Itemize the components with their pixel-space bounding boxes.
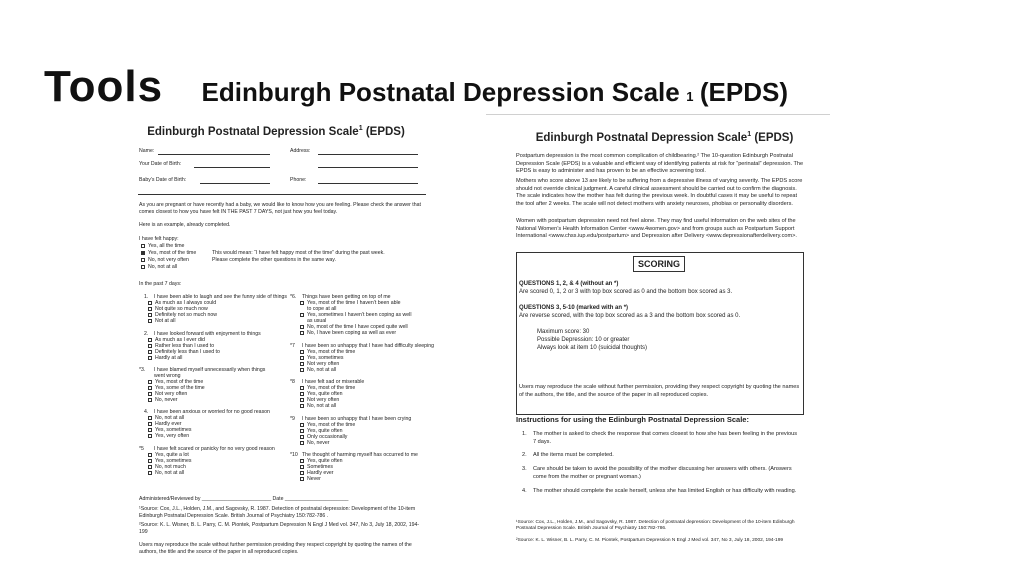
answer-option[interactable]: Hardly at all (148, 355, 182, 362)
answer-option[interactable]: Hardly ever (148, 421, 182, 428)
answer-option[interactable]: Yes, most of the time (300, 385, 355, 392)
answer-option[interactable]: Yes, most of the time (300, 422, 355, 429)
title-sub: Edinburgh Postnatal Depression Scale (201, 77, 680, 107)
right-footnote-2: ²Source: K. L. Wisner, B. L. Parry, C. M. Piontek, Postpartum Depression N Engl J Med vol. 347, No 3, July 18, 2002, 194-199 (516, 538, 784, 543)
reproduce-note: Users may reproduce the scale without further permission, providing they respect copyright by quoting the names of the authors, the title, and the source of the paper in all reproduced copies. (519, 384, 800, 398)
answer-option[interactable]: No, I have been coping as well as ever (300, 330, 396, 337)
title-footnote: 1 (686, 89, 694, 104)
right-doc-title: Edinburgh Postnatal Depression Scale$^1$ (EPDS) (535, 131, 794, 144)
scoring-box (516, 252, 804, 415)
answer-option[interactable]: Sometimes (300, 464, 333, 471)
score-paragraph: Mothers who score above 13 are likely to be suffering from a depressive illness of varying severity. The EPDS score should not override clinical judgment. A careful clinical assessment should be carried out to confirm the diagnosis. The scale indicates how the mother has felt during the previous week. In doubtful cases it may be useful to repeat the tool after 2 weeks. The scale will not detect mothers with anxiety neuroses, phobias or personality disorders. (516, 178, 803, 207)
q3-text: Are reverse scored, with the top box scored as a 3 and the bottom box scored as 0. (519, 313, 741, 319)
answer-option[interactable]: Not very often (300, 361, 339, 368)
answer-option[interactable]: No, not at all (300, 403, 336, 410)
answer-option[interactable]: Not very often (300, 397, 339, 404)
permission-note: Users may reproduce the scale without further permission providing they respect copyright by quoting the names of the authors, the title and the source of the paper in all reproduced copies. (139, 542, 412, 556)
answer-option[interactable]: Only occasionally (300, 434, 347, 441)
answer-option[interactable]: No, not at all (300, 367, 336, 374)
phone-label: Phone: (290, 177, 307, 183)
answer-option[interactable]: Yes, most of the time I haven’t been able (300, 300, 401, 307)
resources-paragraph: Women with postpartum depression need not feel alone. They may find useful information on the web sites of the National Women’s Health Information Center <www.4women.gov> and from groups such as Postpartum Support International <www.chss.iup.edu/postpartum> and Depression after Delivery <www.depressionafterdelivery.com>. (516, 218, 797, 240)
checked-box-icon (141, 251, 145, 255)
answer-option[interactable]: Yes, quite often (300, 391, 343, 398)
footnote-2: ²Source: K. L. Wisner, B. L. Parry, C. M. Piontek, Postpartum Depression N Engl J Med vol. 347, No 3, July 18, 2002, 194-199 (139, 522, 420, 536)
answer-option[interactable]: Yes, sometimes (300, 355, 343, 362)
answer-option[interactable]: Definitely not so much now (148, 312, 217, 319)
answer-option[interactable]: Yes, sometimes (148, 427, 191, 434)
epds-scoring-page: Edinburgh Postnatal Depression Scale$^1$ (EPDS) Postpartum depression is the most common complication of childbearing.² The 10-question Edinburgh Postnatal Depression Scale (EPDS) is a valuable and efficient way of identifying patients at risk for “perinatal” depression. The EPDS is easy to administer and has proven to be an effective screening tool. Mothers who score above 13 are likely to be suffering from a depressive illness of varying severity. The EPDS score should not override clinical judgment. A careful clinical assessment should be carried out to confirm the diagnosis. The scale indicates how the mother has felt during the previous week. In doubtful cases it may be useful to repeat the tool after 2 weeks. The scale will not detect mothers with anxiety neuroses, phobias or personality disorders. Women with postpartum depression need not feel alone. They may find useful information on the web sites of the National Women’s Health Information Center <www.4women.gov> and from groups such as Postpartum Support International <www.chss.iup.edu/postpartum> and Depression after Delivery <www.depressionafterdelivery.com>. SCORING QUESTIONS 1, 2, & 4 (without an *) Are scored 0, 1, 2 or 3 with top box scored as 0 and the bottom box scored as 3. QUESTIONS 3, 5-10 (marked with an *) Are reverse scored, with the top box scored as a 3 and the bottom box scored as 0. Maximum score: 30 Possible Depression: 10 or greater Always look at item 10 (suicidal thoughts) Users may reproduce the scale without further permission, providing they respect copyright by quoting the names of the authors, the title, and the source of the paper in all reproduced copies. Instructions for using the Edinburgh Postnatal Depression Scale: 1. The mother is asked to check the response that comes closest to how she has been feeling in the previous 7 days. 2. All the items must be completed. 3. Care should be taken to avoid the possibility of the mother discussing her answers with others. (Answers come from the mother or pregnant woman.) 4. The mother should complete the scale herself, unless she has limited English or has difficulty with reading. ¹Source: Cox, J.L., Holden, J.M., and Sagovsky, R. 1987. Detection of postnatal depression: Development of the 10-item Edinburgh Postnatal Depression Scale. British Journal of Psychiatry 150:782-786. ²Source: K. L. Wisner, B. L. Parry, C. M. Piontek, Postpartum Depression N Engl J Med vol. 347, No 3, July 18, 2002, 194-199 (512, 118, 817, 570)
answer-option[interactable]: Yes, quite a lot (148, 452, 189, 459)
intro-paragraph: Postpartum depression is the most common complication of childbearing.² The 10-question Edinburgh Postnatal Depression Scale (EPDS) is a valuable and efficient way of identifying patients at risk for “perinatal” depression. The EPDS is easy to administer and has proven to be an effective screening tool. (516, 153, 804, 175)
answer-option[interactable]: No, not at all (148, 470, 184, 477)
example-intro: Here is an example, already completed. (139, 222, 231, 228)
intro-text: As you are pregnant or have recently had a baby, we would like to know how you are feeling. Please check the answer that comes closest to how you have felt IN THE PAST 7 DAYS, not just how you feel today. (139, 202, 421, 216)
answer-option[interactable]: No, not at all (148, 415, 184, 422)
answer-option[interactable]: No, not much (148, 464, 186, 471)
answer-option[interactable]: Rather less than I used to (148, 343, 214, 350)
answer-option[interactable]: Yes, quite often (300, 428, 343, 435)
q3-heading: QUESTIONS 3, 5-10 (marked with an *) (519, 305, 629, 311)
right-footnote-1: ¹Source: Cox, J.L., Holden, J.M., and Sagovsky, R. 1987. Detection of postnatal depression: Development of the 10-item Edinburgh Postnatal Depression Scale. British Journal of Psychiatry 150:782-786. (516, 520, 795, 532)
answer-option[interactable]: Hardly ever (300, 470, 334, 477)
answer-option[interactable]: No, most of the time I have coped quite well (300, 324, 408, 331)
answer-option[interactable]: Yes, quite often (300, 458, 343, 465)
example-option: Yes, most of the time (141, 250, 196, 257)
answer-option[interactable]: Definitely less than I used to (148, 349, 220, 356)
answer-option[interactable]: Yes, most of the time (300, 349, 355, 356)
answer-option[interactable]: Yes, sometimes I haven’t been coping as well (300, 312, 411, 319)
answer-option[interactable]: Not at all (148, 318, 175, 325)
answer-option[interactable]: No, never (300, 440, 330, 447)
answer-option[interactable]: Yes, most of the time (148, 379, 203, 386)
scoring-heading: SCORING (633, 256, 685, 272)
example-note: This would mean: “I have felt happy most of the time” during the past week. (212, 250, 385, 256)
dob-label: Your Date of Birth: (139, 161, 182, 167)
answer-option[interactable]: Not quite so much now (148, 306, 208, 313)
administered-line: Administered/Reviewed by ________________________ Date ______________________ (139, 496, 349, 502)
baby-dob-label: Baby’s Date of Birth: (139, 177, 187, 183)
max-score: Maximum score: 30 (537, 329, 590, 335)
example-note: Please complete the other questions in the same way. (212, 257, 336, 263)
item-10-note: Always look at item 10 (suicidal thoughts) (537, 345, 648, 351)
answer-option[interactable]: Yes, sometimes (148, 458, 191, 465)
address-label: Address: (290, 148, 311, 154)
q124-text: Are scored 0, 1, 2 or 3 with top box scored as 0 and the bottom box scored as 3. (519, 289, 733, 295)
q124-heading: QUESTIONS 1, 2, & 4 (without an *) (519, 281, 619, 287)
divider (486, 114, 830, 115)
answer-option[interactable]: Not very often (148, 391, 187, 398)
answer-option[interactable]: Yes, very often (148, 433, 189, 440)
name-label: Name: (139, 148, 155, 154)
epds-questionnaire-page: Edinburgh Postnatal Depression Scale$^1$ (EPDS) Name: Address: Your Date of Birth: Baby’s Date of Birth: Phone: As you are pregnant or have recently had a baby, we would like to know how you are feeling. Please check the answer that comes closest to how you have felt IN THE PAST 7 DAYS, not just how you feel today. Here is an example, already completed. I have felt happy: Yes, all the time Yes, most of the time No, not very often No, not at all This would mean: “I have felt happy most of the time” during the past week. Please complete the other questions in the same way. In the past 7 days: 1. I have been able to laugh and see the funny side of things As much as I always could Not quite so much now Definitely not so much now Not at all 2. I have looked forward with enjoyment to things As much as I ever did Rather less than I used to Definitely less than I used to Hardly at all *3. I have blamed myself unnecessarily when things went wrong Yes, most of the time Yes, some of the time Not very often No, never 4. I have been anxious or worried for no good reason No, not at all Hardly ever Yes, sometimes Yes, very often *5 I have felt scared or panicky for no very good reason Yes, quite a lot Yes, sometimes No, not much No, not at all *6. Things have been getting on top of me Yes, most of the time I haven’t been able to cope at all Yes, sometimes I haven’t been coping as well as usual No, most of the time I have coped quite well No, I have been coping as well as ever *7 I have been so unhappy that I have had difficulty sleeping Yes, most of the time Yes, sometimes Not very often No, not at all *8 I have felt sad or miserable Yes, most of the time Yes, quite often Not very often No, not at all *9 I have been so unhappy that I have been crying Yes, most of the time Yes, quite often Only occasionally No, never *10 The thought of harming myself has occurred to me Yes, quite often Sometimes Hardly ever Never Administered/Reviewed by ________________________ Date ______________________ ¹Source: Cox, J.L., Holden, J.M., and Sagovsky, R. 1987. Detection of postnatal depression: Development of the 10-item Edinburgh Postnatal Depression Scale. British Journal of Psychiatry 150:782-786 . ²Source: K. L. Wisner, B. L. Parry, C. M. Piontek, Postpartum Depression N Engl J Med vol. 347, No 3, July 18, 2002, 194-199 Users may reproduce the scale without further permission providing they respect copyright by quoting the names of the authors, the title and the source of the paper in all reproduced copies. (136, 118, 428, 570)
example-question: I have felt happy: (139, 236, 179, 242)
answer-option[interactable]: As much as I always could (148, 300, 216, 307)
answer-option[interactable]: No, never (148, 397, 178, 404)
example-option: Yes, all the time (141, 243, 184, 250)
example-option: No, not very often (141, 257, 189, 264)
past-7-days-label: In the past 7 days: (139, 281, 182, 287)
title-main: Tools (44, 62, 164, 111)
answer-option[interactable]: Never (300, 476, 321, 483)
answer-option[interactable]: Yes, some of the time (148, 385, 205, 392)
footnote-1: ¹Source: Cox, J.L., Holden, J.M., and Sagovsky, R. 1987. Detection of postnatal depression: Development of the 10-item Edinburgh Postnatal Depression Scale. British Journal of Psychiatry 150:782-786 . (139, 506, 416, 520)
answer-option[interactable]: As much as I ever did (148, 337, 205, 344)
instructions-title: Instructions for using the Edinburgh Postnatal Depression Scale: (516, 415, 749, 424)
example-option: No, not at all (141, 264, 177, 271)
title-abbrev: (EPDS) (699, 77, 789, 107)
possible-depression: Possible Depression: 10 or greater (537, 337, 630, 343)
slide-title (44, 62, 788, 112)
left-doc-title: Edinburgh Postnatal Depression Scale$^1$ (EPDS) (147, 125, 405, 138)
